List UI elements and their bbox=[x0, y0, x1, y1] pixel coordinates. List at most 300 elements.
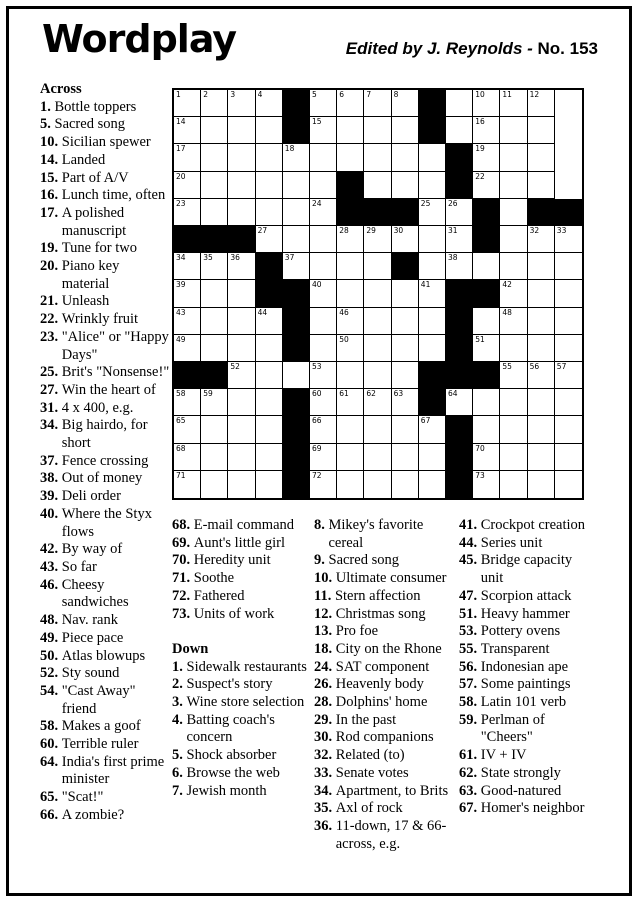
grid-cell[interactable] bbox=[228, 280, 255, 307]
grid-cell[interactable] bbox=[228, 172, 255, 199]
grid-cell[interactable] bbox=[392, 226, 419, 253]
grid-cell[interactable] bbox=[174, 389, 201, 416]
grid-cell[interactable] bbox=[228, 444, 255, 471]
clue-item[interactable] bbox=[40, 807, 170, 825]
clue-item[interactable] bbox=[459, 641, 591, 659]
clue-item[interactable] bbox=[40, 736, 170, 754]
clue-item[interactable] bbox=[314, 765, 461, 783]
clue-item[interactable] bbox=[314, 641, 461, 659]
grid-cell[interactable] bbox=[500, 471, 527, 498]
grid-cell[interactable] bbox=[392, 362, 419, 389]
clue-item[interactable] bbox=[172, 588, 307, 606]
grid-cell[interactable] bbox=[310, 444, 337, 471]
grid-cell[interactable] bbox=[283, 172, 310, 199]
grid-cell[interactable] bbox=[528, 335, 555, 362]
grid-cell[interactable] bbox=[473, 90, 500, 117]
grid-cell[interactable] bbox=[256, 144, 283, 171]
clue-text: "Scat!" bbox=[61, 789, 104, 806]
clue-text: Homer's neighbor bbox=[480, 800, 585, 817]
clue-item[interactable] bbox=[40, 417, 170, 452]
grid-cell[interactable] bbox=[174, 308, 201, 335]
black-square bbox=[283, 117, 310, 144]
grid-cell[interactable] bbox=[419, 199, 446, 226]
grid-cell[interactable] bbox=[364, 308, 391, 335]
grid-cell[interactable] bbox=[256, 471, 283, 498]
grid-cell[interactable] bbox=[473, 471, 500, 498]
grid-cell[interactable] bbox=[473, 389, 500, 416]
clue-item[interactable] bbox=[314, 552, 461, 570]
clue-item[interactable] bbox=[172, 712, 307, 747]
grid-cell[interactable] bbox=[228, 90, 255, 117]
cell-number: 2 bbox=[203, 90, 208, 99]
grid-cell[interactable] bbox=[337, 444, 364, 471]
grid-cell[interactable] bbox=[310, 226, 337, 253]
clue-item[interactable] bbox=[40, 311, 170, 329]
grid-cell[interactable] bbox=[228, 362, 255, 389]
grid-cell[interactable] bbox=[201, 389, 228, 416]
grid-cell[interactable] bbox=[174, 444, 201, 471]
grid-cell[interactable] bbox=[283, 144, 310, 171]
cell-number: 27 bbox=[257, 226, 268, 235]
clue-item[interactable] bbox=[459, 535, 591, 553]
grid-cell[interactable] bbox=[364, 362, 391, 389]
grid-cell[interactable] bbox=[500, 280, 527, 307]
black-square bbox=[392, 199, 419, 226]
grid-cell[interactable] bbox=[364, 335, 391, 362]
grid-cell[interactable] bbox=[528, 362, 555, 389]
clue-number: 22. bbox=[40, 311, 59, 328]
grid-cell[interactable] bbox=[310, 362, 337, 389]
clue-item[interactable] bbox=[40, 470, 170, 488]
clue-item[interactable] bbox=[172, 676, 307, 694]
clue-item[interactable] bbox=[40, 577, 170, 612]
grid-cell[interactable] bbox=[500, 199, 527, 226]
clue-item[interactable] bbox=[459, 517, 591, 535]
grid-cell[interactable] bbox=[528, 117, 555, 144]
grid-cell[interactable] bbox=[555, 471, 582, 498]
grid-cell[interactable] bbox=[392, 471, 419, 498]
grid-cell[interactable] bbox=[310, 471, 337, 498]
grid-cell[interactable] bbox=[228, 253, 255, 280]
clue-item[interactable] bbox=[314, 659, 461, 677]
grid-cell[interactable] bbox=[174, 199, 201, 226]
grid-cell[interactable] bbox=[201, 416, 228, 443]
grid-cell[interactable] bbox=[392, 144, 419, 171]
grid-cell[interactable] bbox=[201, 90, 228, 117]
cell-number: 66 bbox=[312, 416, 322, 426]
grid-cell[interactable] bbox=[174, 172, 201, 199]
grid-cell[interactable] bbox=[310, 90, 337, 117]
grid-cell[interactable] bbox=[337, 117, 364, 144]
grid-cell[interactable] bbox=[364, 280, 391, 307]
grid-cell[interactable] bbox=[228, 144, 255, 171]
grid-cell[interactable] bbox=[174, 416, 201, 443]
clue-number: 34. bbox=[314, 782, 333, 799]
grid-cell[interactable] bbox=[555, 416, 582, 443]
grid-cell[interactable] bbox=[528, 471, 555, 498]
clue-item[interactable] bbox=[172, 570, 307, 588]
grid-cell[interactable] bbox=[500, 389, 527, 416]
grid-cell[interactable] bbox=[528, 280, 555, 307]
grid-cell[interactable] bbox=[310, 280, 337, 307]
grid-cell[interactable] bbox=[555, 280, 582, 307]
grid-cell[interactable] bbox=[419, 471, 446, 498]
down-clue-list bbox=[172, 659, 307, 801]
cell-number: 36 bbox=[230, 253, 240, 263]
grid-cell[interactable] bbox=[174, 144, 201, 171]
grid-cell[interactable] bbox=[364, 117, 391, 144]
clue-item[interactable] bbox=[459, 676, 591, 694]
grid-cell[interactable] bbox=[228, 308, 255, 335]
clue-item[interactable] bbox=[172, 552, 307, 570]
grid-cell[interactable] bbox=[256, 335, 283, 362]
clue-item[interactable] bbox=[40, 541, 170, 559]
grid-cell[interactable] bbox=[256, 416, 283, 443]
clue-item[interactable] bbox=[40, 152, 170, 170]
grid-cell[interactable] bbox=[337, 471, 364, 498]
clue-item[interactable] bbox=[40, 329, 170, 364]
cell-number: 73 bbox=[475, 470, 485, 480]
clue-item[interactable] bbox=[172, 659, 307, 677]
grid-cell[interactable] bbox=[446, 253, 473, 280]
grid-cell[interactable] bbox=[528, 389, 555, 416]
clue-text: Part of A/V bbox=[61, 169, 129, 186]
grid-cell[interactable] bbox=[500, 172, 527, 199]
grid-cell[interactable] bbox=[555, 308, 582, 335]
grid-cell[interactable] bbox=[228, 117, 255, 144]
grid-cell[interactable] bbox=[473, 253, 500, 280]
clue-item[interactable] bbox=[172, 517, 307, 535]
cell-number: 58 bbox=[176, 389, 186, 399]
clue-item[interactable] bbox=[459, 712, 591, 747]
grid-cell[interactable] bbox=[392, 416, 419, 443]
clue-item[interactable] bbox=[172, 606, 307, 624]
clue-item[interactable] bbox=[172, 747, 307, 765]
clue-item[interactable] bbox=[40, 559, 170, 577]
grid-cell[interactable] bbox=[392, 389, 419, 416]
grid-cell[interactable] bbox=[419, 308, 446, 335]
grid-cell[interactable] bbox=[337, 280, 364, 307]
grid-cell[interactable] bbox=[337, 362, 364, 389]
grid-cell[interactable] bbox=[201, 253, 228, 280]
clue-item[interactable] bbox=[314, 712, 461, 730]
down-heading: Down bbox=[172, 640, 209, 657]
clue-item[interactable] bbox=[40, 134, 170, 152]
grid-cell[interactable] bbox=[500, 117, 527, 144]
grid-cell[interactable] bbox=[446, 389, 473, 416]
grid-cell[interactable] bbox=[419, 416, 446, 443]
clue-item[interactable] bbox=[40, 170, 170, 188]
grid-cell[interactable] bbox=[392, 444, 419, 471]
clue-item[interactable] bbox=[40, 400, 170, 418]
grid-cell[interactable] bbox=[392, 172, 419, 199]
grid-cell[interactable] bbox=[419, 444, 446, 471]
grid-cell[interactable] bbox=[310, 199, 337, 226]
black-square bbox=[283, 335, 310, 362]
grid-cell[interactable] bbox=[364, 253, 391, 280]
grid-cell[interactable] bbox=[364, 444, 391, 471]
grid-cell[interactable] bbox=[310, 416, 337, 443]
grid-cell[interactable] bbox=[201, 308, 228, 335]
grid-cell[interactable] bbox=[555, 444, 582, 471]
clue-item[interactable] bbox=[459, 659, 591, 677]
grid-cell[interactable] bbox=[310, 308, 337, 335]
grid-cell[interactable] bbox=[473, 308, 500, 335]
grid-cell[interactable] bbox=[473, 416, 500, 443]
clue-item[interactable] bbox=[459, 694, 591, 712]
clue-item[interactable] bbox=[40, 754, 170, 789]
grid-cell[interactable] bbox=[337, 335, 364, 362]
grid-cell[interactable] bbox=[256, 117, 283, 144]
clue-item[interactable] bbox=[459, 747, 591, 765]
grid-cell[interactable] bbox=[337, 253, 364, 280]
clue-item[interactable] bbox=[459, 623, 591, 641]
clue-item[interactable] bbox=[40, 630, 170, 648]
grid-cell[interactable] bbox=[174, 253, 201, 280]
grid-cell[interactable] bbox=[500, 335, 527, 362]
clue-item[interactable] bbox=[314, 623, 461, 641]
cell-number: 40 bbox=[312, 280, 322, 290]
grid-cell[interactable] bbox=[528, 444, 555, 471]
grid-cell[interactable] bbox=[228, 199, 255, 226]
clue-item[interactable] bbox=[459, 765, 591, 783]
grid-cell[interactable] bbox=[283, 253, 310, 280]
clue-item[interactable] bbox=[40, 506, 170, 541]
clue-number: 24. bbox=[314, 658, 333, 675]
grid-cell[interactable] bbox=[500, 416, 527, 443]
grid-cell[interactable] bbox=[364, 144, 391, 171]
grid-cell[interactable] bbox=[310, 389, 337, 416]
grid-cell[interactable] bbox=[174, 90, 201, 117]
grid-cell[interactable] bbox=[256, 226, 283, 253]
clue-item[interactable] bbox=[314, 676, 461, 694]
grid-cell[interactable] bbox=[256, 362, 283, 389]
grid-cell[interactable] bbox=[174, 335, 201, 362]
grid-cell[interactable] bbox=[256, 389, 283, 416]
cell-number: 4 bbox=[257, 90, 263, 99]
clue-item[interactable] bbox=[40, 116, 170, 134]
grid-cell[interactable] bbox=[174, 117, 201, 144]
cell-number: 37 bbox=[284, 253, 295, 263]
grid-cell[interactable] bbox=[283, 226, 310, 253]
cell-number: 67 bbox=[420, 416, 431, 426]
cell-number: 63 bbox=[393, 389, 404, 399]
grid-cell[interactable] bbox=[528, 90, 555, 117]
grid-cell[interactable] bbox=[500, 308, 527, 335]
clue-number: 10. bbox=[40, 134, 59, 151]
clue-item[interactable] bbox=[40, 683, 170, 718]
grid-cell[interactable] bbox=[446, 226, 473, 253]
clue-item[interactable] bbox=[459, 606, 591, 624]
grid-cell[interactable] bbox=[473, 335, 500, 362]
clue-item[interactable] bbox=[314, 818, 461, 853]
clue-text: India's first prime minister bbox=[61, 753, 165, 788]
grid-cell[interactable] bbox=[228, 471, 255, 498]
grid-cell[interactable] bbox=[174, 471, 201, 498]
clue-text: Related (to) bbox=[335, 747, 405, 764]
clue-number: 45. bbox=[459, 552, 478, 569]
grid-cell[interactable] bbox=[337, 144, 364, 171]
black-square bbox=[337, 172, 364, 199]
grid-cell[interactable] bbox=[528, 144, 555, 171]
clue-item[interactable] bbox=[40, 364, 170, 382]
grid-cell[interactable] bbox=[555, 389, 582, 416]
grid-cell[interactable] bbox=[419, 226, 446, 253]
grid-cell[interactable] bbox=[446, 117, 473, 144]
grid-cell[interactable] bbox=[364, 416, 391, 443]
grid-cell[interactable] bbox=[337, 389, 364, 416]
grid-cell[interactable] bbox=[310, 335, 337, 362]
clue-item[interactable] bbox=[172, 783, 307, 801]
grid-cell[interactable] bbox=[201, 471, 228, 498]
grid-cell[interactable] bbox=[283, 362, 310, 389]
grid-cell[interactable] bbox=[446, 90, 473, 117]
grid-cell[interactable] bbox=[419, 253, 446, 280]
clue-text: A zombie? bbox=[61, 806, 125, 823]
grid-cell[interactable] bbox=[201, 280, 228, 307]
clue-item[interactable] bbox=[314, 517, 461, 552]
grid-cell[interactable] bbox=[174, 280, 201, 307]
grid-cell[interactable] bbox=[419, 280, 446, 307]
grid-cell[interactable] bbox=[337, 416, 364, 443]
grid-cell[interactable] bbox=[201, 172, 228, 199]
grid-cell[interactable] bbox=[555, 335, 582, 362]
clue-number: 43. bbox=[40, 558, 59, 575]
grid-cell[interactable] bbox=[392, 280, 419, 307]
grid-cell[interactable] bbox=[500, 90, 527, 117]
grid-cell[interactable] bbox=[500, 444, 527, 471]
grid-cell[interactable] bbox=[446, 199, 473, 226]
clue-item[interactable] bbox=[40, 382, 170, 400]
grid-cell[interactable] bbox=[283, 199, 310, 226]
grid-cell[interactable] bbox=[500, 144, 527, 171]
grid-cell[interactable] bbox=[473, 444, 500, 471]
grid-cell[interactable] bbox=[473, 117, 500, 144]
clue-item[interactable] bbox=[314, 800, 461, 818]
grid-cell[interactable] bbox=[337, 226, 364, 253]
clue-text: State strongly bbox=[480, 764, 561, 781]
grid-cell[interactable] bbox=[419, 144, 446, 171]
grid-cell[interactable] bbox=[201, 199, 228, 226]
grid-cell[interactable] bbox=[500, 226, 527, 253]
clue-item[interactable] bbox=[40, 665, 170, 683]
grid-cell[interactable] bbox=[392, 90, 419, 117]
grid-cell[interactable] bbox=[310, 172, 337, 199]
clue-item[interactable] bbox=[40, 648, 170, 666]
clue-item[interactable] bbox=[314, 747, 461, 765]
grid-cell[interactable] bbox=[528, 172, 555, 199]
grid-cell[interactable] bbox=[201, 444, 228, 471]
grid-cell[interactable] bbox=[473, 172, 500, 199]
grid-cell[interactable] bbox=[228, 416, 255, 443]
black-square bbox=[283, 308, 310, 335]
clue-item[interactable] bbox=[40, 205, 170, 240]
clue-number: 52. bbox=[40, 665, 59, 682]
grid-cell[interactable] bbox=[555, 362, 582, 389]
clue-item[interactable] bbox=[459, 588, 591, 606]
grid-cell[interactable] bbox=[364, 172, 391, 199]
clue-item[interactable] bbox=[40, 99, 170, 117]
clue-item[interactable] bbox=[40, 258, 170, 293]
grid-cell[interactable] bbox=[228, 335, 255, 362]
grid-cell[interactable] bbox=[528, 226, 555, 253]
grid-cell[interactable] bbox=[500, 253, 527, 280]
grid-cell[interactable] bbox=[364, 226, 391, 253]
grid-cell[interactable] bbox=[310, 253, 337, 280]
clue-item[interactable] bbox=[40, 293, 170, 311]
clue-item[interactable] bbox=[314, 783, 461, 801]
grid-cell[interactable] bbox=[201, 335, 228, 362]
grid-cell[interactable] bbox=[364, 389, 391, 416]
grid-cell[interactable] bbox=[256, 90, 283, 117]
clue-text: Cheesy sandwiches bbox=[61, 576, 129, 611]
cell-number: 12 bbox=[529, 90, 540, 99]
clue-item[interactable] bbox=[172, 694, 307, 712]
grid-cell[interactable] bbox=[392, 335, 419, 362]
grid-cell[interactable] bbox=[500, 362, 527, 389]
grid-cell[interactable] bbox=[364, 90, 391, 117]
clue-item[interactable] bbox=[172, 765, 307, 783]
black-square bbox=[174, 226, 201, 253]
clue-item[interactable] bbox=[459, 800, 591, 818]
clue-item[interactable] bbox=[314, 694, 461, 712]
clue-item[interactable] bbox=[314, 606, 461, 624]
grid-cell[interactable] bbox=[337, 308, 364, 335]
grid-cell[interactable] bbox=[256, 199, 283, 226]
clue-item[interactable] bbox=[172, 535, 307, 553]
grid-cell[interactable] bbox=[473, 144, 500, 171]
clue-item[interactable] bbox=[40, 718, 170, 736]
cell-number: 38 bbox=[448, 253, 458, 263]
clue-item[interactable] bbox=[459, 552, 591, 587]
grid-cell[interactable] bbox=[337, 90, 364, 117]
clue-item[interactable] bbox=[40, 187, 170, 205]
clue-item[interactable] bbox=[40, 453, 170, 471]
clue-item[interactable] bbox=[314, 588, 461, 606]
grid-cell[interactable] bbox=[419, 335, 446, 362]
clue-item[interactable] bbox=[40, 488, 170, 506]
clue-text: Series unit bbox=[480, 534, 543, 551]
grid-cell[interactable] bbox=[256, 308, 283, 335]
grid-cell[interactable] bbox=[555, 226, 582, 253]
clue-item[interactable] bbox=[40, 789, 170, 807]
grid-cell[interactable] bbox=[555, 253, 582, 280]
grid-cell[interactable] bbox=[201, 117, 228, 144]
grid-cell[interactable] bbox=[310, 144, 337, 171]
grid-cell[interactable] bbox=[256, 172, 283, 199]
grid-cell[interactable] bbox=[528, 253, 555, 280]
grid-cell[interactable] bbox=[364, 471, 391, 498]
grid-cell[interactable] bbox=[256, 444, 283, 471]
clue-item[interactable] bbox=[314, 570, 461, 588]
grid-cell[interactable] bbox=[201, 144, 228, 171]
clue-item[interactable] bbox=[40, 240, 170, 258]
clue-item[interactable] bbox=[459, 783, 591, 801]
grid-cell[interactable] bbox=[419, 172, 446, 199]
clue-number: 29. bbox=[314, 711, 333, 728]
grid-cell[interactable] bbox=[528, 416, 555, 443]
grid-cell[interactable] bbox=[392, 117, 419, 144]
clue-item[interactable] bbox=[40, 612, 170, 630]
grid-cell[interactable] bbox=[392, 308, 419, 335]
grid-cell[interactable] bbox=[228, 389, 255, 416]
clue-item[interactable] bbox=[314, 729, 461, 747]
clue-number: 46. bbox=[40, 576, 59, 593]
black-square bbox=[201, 226, 228, 253]
grid-cell[interactable] bbox=[528, 308, 555, 335]
grid-cell[interactable] bbox=[310, 117, 337, 144]
cell-number: 5 bbox=[312, 90, 317, 99]
